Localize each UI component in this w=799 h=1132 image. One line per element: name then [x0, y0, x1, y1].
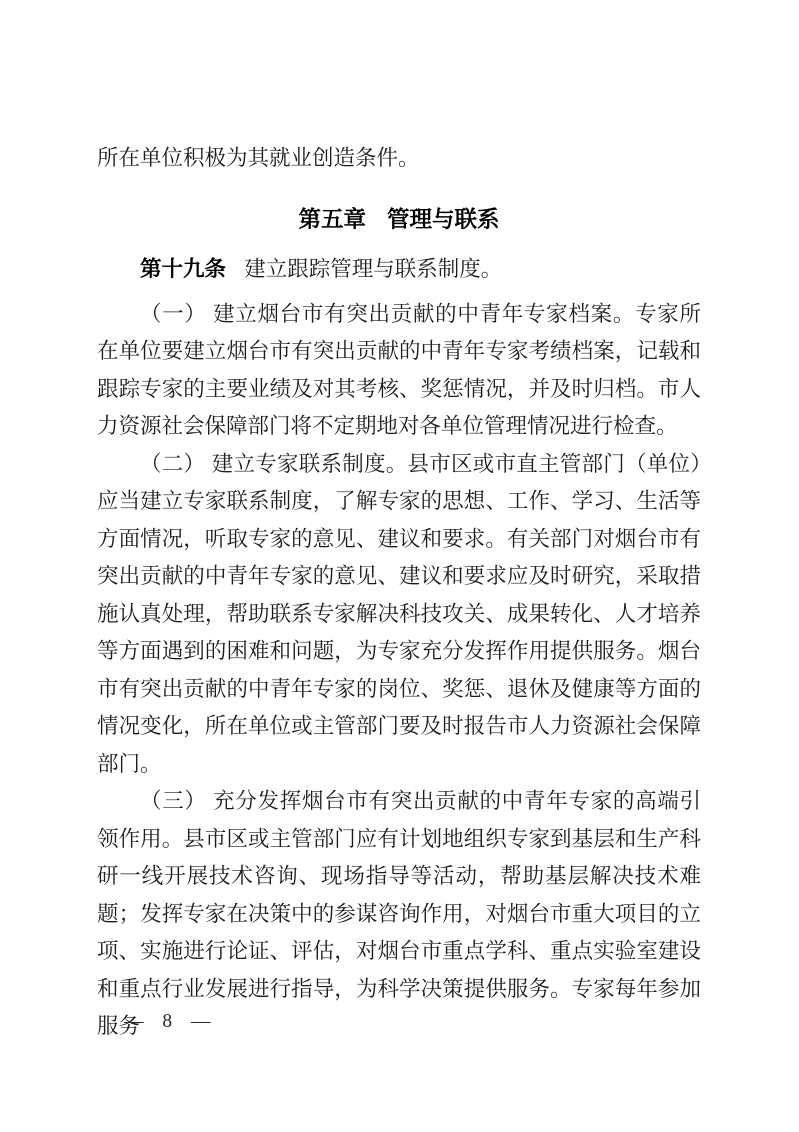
paragraph-item-3-label: （三） — [140, 789, 207, 813]
page-footer — [124, 1007, 218, 1037]
article-title: 建立跟踪管理与联系制度。 — [244, 257, 503, 281]
paragraph-item-3-text: 充分发挥烟台市有突出贡献的中青年专家的高端引领作用。县市区或主管部门应有计划地组织专家到基层和生产科研一线开展技术咨询、现场指导等活动，帮助基层解决技术难题；发挥专家在决策中的参谋咨询作用，对烟台市重大项目的立项、实施进行论证、评估，对烟台市重点学科、重点实验室建设和重点行业发展进行指导，为科学决策提供服务。专家每年参加服务 — [97, 789, 701, 1038]
paragraph-item-1-text: 建立烟台市有突出贡献的中青年专家档案。专家所在单位要建立烟台市有突出贡献的中青年专家考绩档案，记载和跟踪专家的主要业绩及对其考核、奖惩情况，并及时归档。市人力资源社会保障部门将不定期地对各单位管理情况进行检查。 — [97, 301, 701, 438]
paragraph-item-2-label: （二） — [140, 451, 206, 476]
paragraph-item-1 — [97, 296, 701, 446]
chapter-title: 管理与联系 — [387, 206, 500, 232]
article-heading — [97, 251, 701, 289]
paragraph-item-2 — [97, 446, 701, 784]
paragraph-item-1-label: （一） — [140, 301, 207, 326]
chapter-heading — [97, 201, 701, 239]
paragraph-item-2-text: 建立专家联系制度。县市区或市直主管部门（单位）应当建立专家联系制度，了解专家的思想、工作、学习、生活等方面情况，听取专家的意见、建议和要求。有关部门对烟台市有突出贡献的中青年专家的意见、建议和要求应及时研究，采取措施认真处理，帮助联系专家解决科技攻关、成果转化、人才培养等方面遇到的困难和问题，为专家充分发挥作用提供服务。烟台市有突出贡献的中青年专家的岗位、奖惩、退休及健康等方面的情况变化，所在单位或主管部门要及时报告市人力资源社会保障部门。 — [97, 451, 701, 776]
page-number: — 8 — — [124, 1011, 218, 1032]
chapter-number: 第五章 — [298, 206, 366, 232]
carryover-paragraph: 所在单位积极为其就业创造条件。 — [97, 146, 420, 170]
document-body — [97, 140, 701, 1046]
article-number: 第十九条 — [140, 257, 227, 281]
